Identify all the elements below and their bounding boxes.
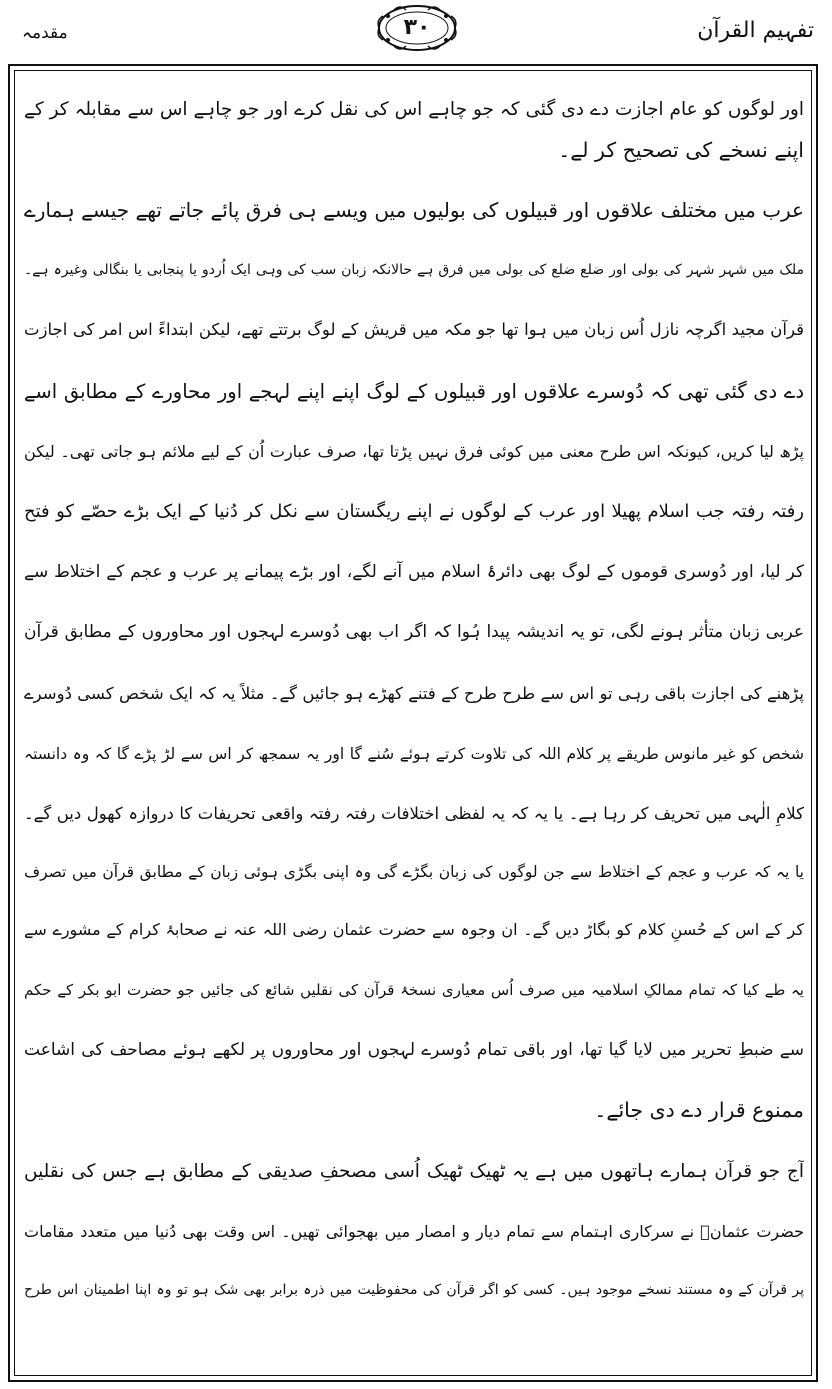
- text-line: پڑھ لیا کریں، کیونکہ اس طرح معنی میں کوئی فرق نہیں پڑتا تھا، صرف عبارت اُن کے لیے ملائم ہو جاتی تھی۔ لیکن: [24, 442, 804, 461]
- text-line: ملک میں شہر شہر کی بولی اور ضلع ضلع کی بولی میں فرق ہے حالانکہ زبان سب کی وہی ایک اُردو یا پنجابی یا بنگالی وغیرہ ہے۔: [24, 262, 804, 278]
- text-line: شخص کو غیر مانوس طریقے پر کلام اللہ کی تلاوت کرتے ہوئے سُنے گا اور یہ سمجھ کر اس سے لڑ پڑے گا کہ وہ دانستہ: [24, 745, 804, 763]
- text-line: رفتہ رفتہ جب اسلام پھیلا اور عرب کے لوگوں نے اپنے ریگستان سے نکل کر دُنیا کے ایک بڑے حصّے کو فتح: [24, 501, 804, 522]
- text-line: اپنے نسخے کی تصحیح کر لے۔: [558, 138, 804, 162]
- text-line: قرآن مجید اگرچہ نازل اُس زبان میں ہوا تھا جو مکہ میں قریش کے لوگ برتتے تھے، لیکن ابتداءً اس امر کی اجازت: [24, 320, 804, 339]
- text-line: کلامِ الٰہی میں تحریف کر رہا ہے۔ یا یہ کہ یہ لفظی اختلافات رفتہ رفتہ واقعی تحریفات کا دروازہ کھول دیں گے۔: [24, 804, 804, 823]
- page-number: ۳۰: [403, 15, 431, 40]
- section-title: مقدمہ: [22, 23, 68, 43]
- text-line: عربی زبان متأثر ہونے لگی، تو یہ اندیشہ پیدا ہُوا کہ اگر اب بھی دُوسرے لہجوں اور محاوروں کے مطابق قرآن: [24, 622, 804, 642]
- text-line: یا یہ کہ عرب و عجم کے اختلاط سے جن لوگوں کی زبان بگڑے گی وہ اپنی بگڑی ہوئی زبان کے مطابق قرآن میں تصرف: [24, 863, 804, 881]
- text-line: یہ طے کیا کہ تمام ممالکِ اسلامیہ میں صرف اُس معیاری نسخۂ قرآن کی نقلیں شائع کی جائیں جو حضرت ابو بکر کے حکم: [24, 981, 804, 999]
- body-text: [24, 88, 804, 1368]
- text-line: پڑھنے کی اجازت باقی رہی تو اس سے طرح طرح کے فتنے کھڑے ہو جائیں گے۔ مثلاً یہ کہ ایک شخص کسی دُوسرے: [24, 684, 804, 703]
- text-line: ممنوع قرار دے دی جائے۔: [594, 1098, 804, 1122]
- running-header: [0, 0, 832, 62]
- text-line: پر قرآن کے وہ مستند نسخے موجود ہیں۔ کسی کو اگر قرآن کی محفوظیت میں ذرہ برابر بھی شک ہو تو وہ اپنا اطمینان اس طرح: [24, 1282, 804, 1298]
- text-line: سے ضبطِ تحریر میں لایا گیا تھا، اور باقی تمام دُوسرے لہجوں اور محاوروں پر لکھے ہوئے مصاحف کی اشاعت: [24, 1040, 804, 1060]
- text-line: دے دی گئی تھی کہ دُوسرے علاقوں اور قبیلوں کے لوگ اپنے اپنے لہجے اور محاورے کے مطابق اسے: [24, 380, 804, 403]
- book-title: تفہیم القرآن: [697, 18, 814, 43]
- text-line: اور لوگوں کو عام اجازت دے دی گئی کہ جو چاہے اس کی نقل کرے اور جو چاہے اس سے مقابلہ کر کے: [24, 99, 804, 120]
- text-line: آج جو قرآن ہمارے ہاتھوں میں ہے یہ ٹھیک ٹھیک اُسی مصحفِ صدیقی کے مطابق ہے جس کی نقلیں: [24, 1161, 804, 1182]
- text-line: عرب میں مختلف علاقوں اور قبیلوں کی بولیوں میں ویسے ہی فرق پائے جاتے تھے جیسے ہمارے: [24, 198, 804, 222]
- text-line: کر لیا، اور دُوسری قوموں کے لوگ بھی دائرۂ اسلام میں آنے لگے، اور بڑے پیمانے پر عرب و عجم کے اختلاط سے: [24, 562, 804, 582]
- page-number-ornament: [374, 2, 460, 54]
- text-line: حضرت عثمانؓ نے سرکاری اہتمام سے تمام دیار و امصار میں بھجوائی تھیں۔ اس وقت بھی دُنیا میں متعدد مقامات: [24, 1222, 804, 1241]
- text-line: کر کے اس کے حُسنِ کلام کو بگاڑ دیں گے۔ ان وجوہ سے حضرت عثمان رضی اللہ عنہ نے صحابۂ کرام کے مشورے سے: [24, 920, 804, 939]
